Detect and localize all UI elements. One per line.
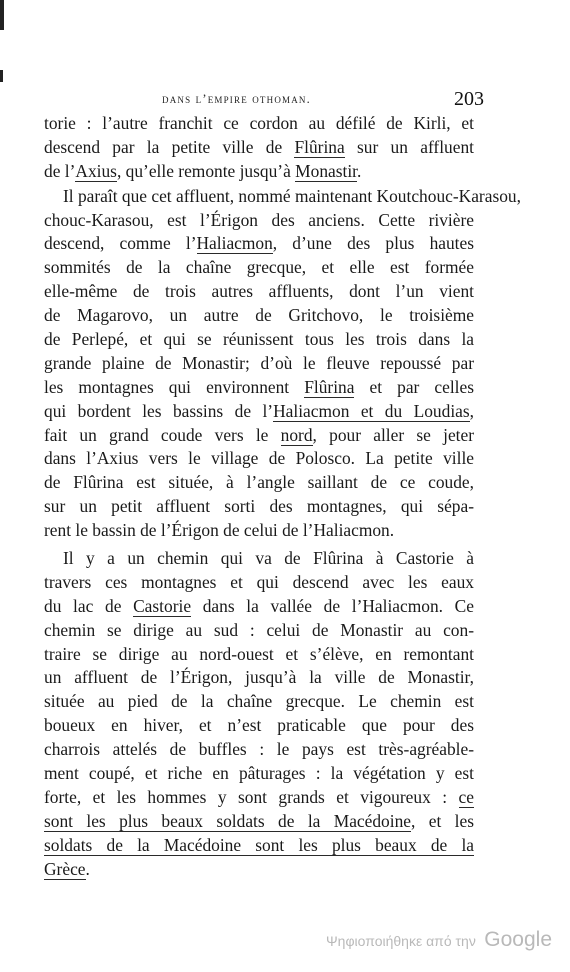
text-line: de l’Axius, qu’elle remonte jusqu’à Monastir. [44, 160, 362, 181]
text-line: dans l’Axius vers le village de Polosco. La petite ville [44, 448, 474, 469]
paragraph [44, 547, 474, 881]
google-logo-text: Google [484, 928, 552, 951]
text-line: sommités de la chaîne grecque, et elle est formée [44, 257, 474, 278]
text-line: torie : l’autre franchit ce cordon au défilé de Kirli, et [44, 113, 474, 133]
text-line: chemin se dirige au sud : celui de Monastir au con- [44, 619, 474, 640]
text-line: du lac de Castorie dans la vallée de l’Haliacmon. Ce [44, 595, 474, 616]
page-edge-mark [0, 0, 4, 30]
text-line: travers ces montagnes et qui descend avec les eaux [44, 571, 474, 592]
digitization-watermark [326, 928, 552, 952]
underlined-place-name: Haliacmon et du Loudias [273, 400, 470, 421]
text-line: descend, comme l’Haliacmon, d’une des plus hautes [44, 233, 474, 254]
text-line: un affluent de l’Érigon, jusqu’à la ville de Monastir, [44, 667, 474, 688]
text-line: charrois attelés de buffles : le pays est très-agréable- [44, 739, 474, 760]
text-line: boueux en hiver, et n’est praticable que pour des [44, 715, 474, 736]
running-head [44, 88, 484, 110]
text-line [44, 834, 474, 858]
underlined-phrase: ce [458, 786, 474, 807]
underlined-place-name: Castorie [133, 595, 192, 616]
underlined-word: nord [280, 424, 313, 445]
text-line: ment coupé, et riche en pâturages : la végétation y est [44, 763, 474, 784]
underlined-phrase: soldats de la Macédoine sont les plus beaux de la [44, 834, 474, 855]
text-line: sont les plus beaux soldats de la Macédoine, et les [44, 810, 474, 831]
text-line: Grèce. [44, 858, 90, 879]
text-line: sur un petit affluent sorti des montagnes, qui sépa- [44, 496, 474, 517]
text-line: grande plaine de Monastir; d’où le fleuve repoussé par [44, 352, 474, 373]
paragraph [44, 185, 521, 543]
underlined-phrase: Grèce [44, 858, 86, 879]
text-line: Il paraît que cet affluent, nommé maintenant Koutchouc-Karasou, [63, 185, 521, 206]
text-line: chouc-Karasou, est l’Érigon des anciens. Cette rivière [44, 209, 474, 230]
text-line: de Flûrina est située, à l’angle saillant de ce coude, [44, 472, 474, 493]
text-line: elle-même de trois autres affluents, dont l’un vient [44, 281, 474, 302]
underlined-place-name: Monastir [295, 160, 357, 181]
page-edge-mark [0, 70, 3, 82]
running-title: dans l’empire othoman. [162, 92, 311, 106]
page-number: 203 [454, 88, 484, 110]
text-line: située au pied de la chaîne grecque. Le chemin est [44, 691, 474, 712]
text-line: rent le bassin de l’Érigon de celui de l’Haliacmon. [44, 520, 395, 541]
text-line: forte, et les hommes y sont grands et vigoureux : ce [44, 786, 474, 807]
text-line: traire se dirige au nord-ouest et s’élève, en remontant [44, 643, 474, 664]
text-line: qui bordent les bassins de l’Haliacmon et du Loudias, [44, 400, 475, 421]
text-line: de Magarovo, un autre de Gritchovo, le troisième [44, 305, 474, 326]
watermark-prefix: Ψηφιοποιήθηκε από την [325, 933, 476, 949]
text-line: fait un grand coude vers le nord, pour aller se jeter [44, 424, 475, 445]
paragraph [44, 112, 474, 184]
underlined-place-name: Axius [75, 160, 117, 181]
body-text [44, 112, 521, 882]
text-line: de Perlepé, et qui se réunissent tous les trois dans la [44, 329, 474, 350]
underlined-phrase: sont les plus beaux soldats de la Macédoine [44, 810, 412, 831]
text-line: les montagnes qui environnent Flûrina et par celles [44, 376, 475, 397]
underlined-place-name: Haliacmon [196, 233, 273, 254]
underlined-place-name: Flûrina [304, 376, 355, 397]
underlined-place-name: Flûrina [294, 136, 345, 157]
text-line: descend par la petite ville de Flûrina sur un affluent [44, 136, 474, 157]
text-line: Il y a un chemin qui va de Flûrina à Castorie à [63, 548, 474, 569]
